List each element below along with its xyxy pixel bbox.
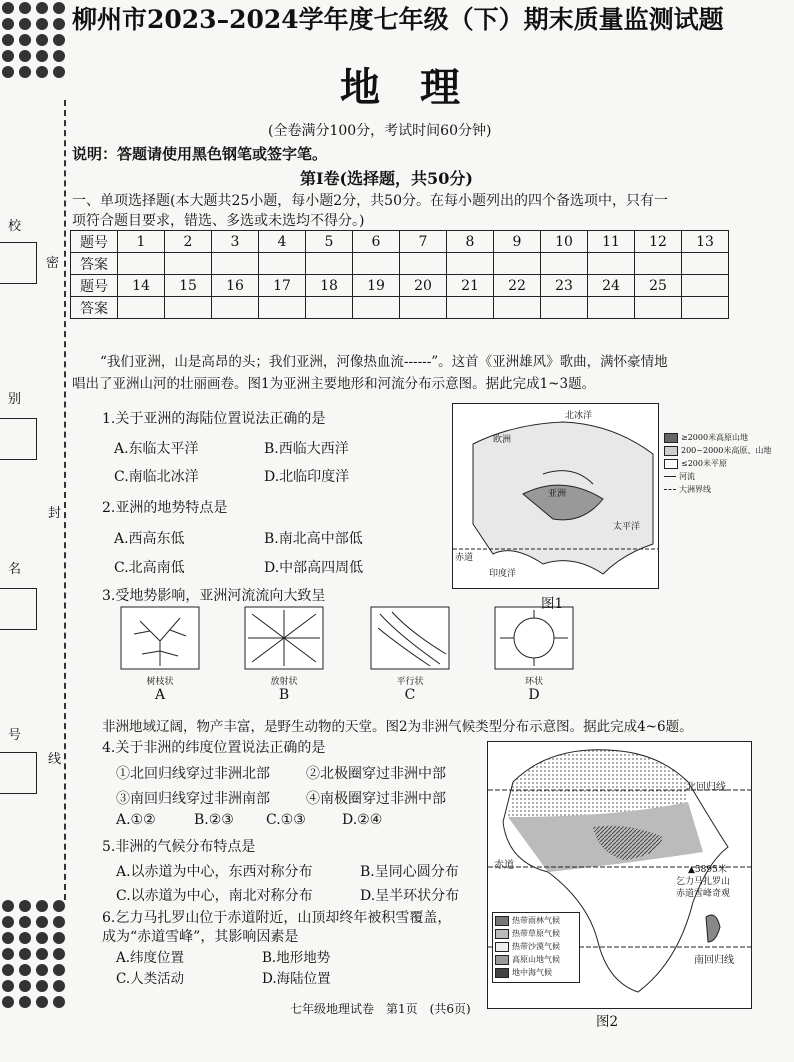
q6-option-d[interactable]: D.海陆位置	[262, 971, 331, 987]
table-cell: 15	[165, 275, 212, 297]
legend-item: 大洲界线	[664, 484, 784, 495]
legend-item: 高原山地气候	[495, 954, 577, 965]
q3-stem: 3.受地势影响，亚洲河流流向大致呈	[102, 588, 326, 604]
q5-option-a[interactable]: A.以赤道为中心，东西对称分布	[116, 864, 313, 880]
africa-climate-map	[487, 741, 752, 1009]
answer-cell[interactable]	[165, 253, 212, 275]
label-pacific: 太平洋	[613, 522, 641, 532]
ring-pattern-icon	[494, 606, 574, 670]
figure-caption: 环状	[524, 677, 543, 687]
label-equator: 赤道	[455, 553, 474, 563]
section-intro-line1: 一、单项选择题(本大题共25小题，每小题2分，共50分。在每小题列出的四个备选项中，只有一	[72, 193, 668, 209]
q4-option-d[interactable]: D.②④	[342, 812, 383, 828]
answer-cell[interactable]	[259, 253, 306, 275]
label-equator: 赤道	[494, 860, 514, 871]
answer-cell[interactable]	[306, 253, 353, 275]
class-box[interactable]	[0, 418, 37, 460]
section-title: 第Ⅰ卷(选择题，共50分)	[300, 169, 473, 188]
answer-cell[interactable]	[494, 253, 541, 275]
answer-cell[interactable]	[494, 297, 541, 319]
figure-caption: 树枝状	[146, 677, 174, 687]
q5-option-d[interactable]: D.呈半环状分布	[360, 888, 460, 904]
asia-map-legend	[664, 432, 784, 497]
q1-option-a[interactable]: A.东临太平洋	[114, 441, 199, 457]
label-peak-height: ▲5895米	[688, 865, 727, 875]
label-arctic-ocean: 北冰洋	[565, 411, 593, 421]
legend-item: ≥2000米高原山地	[664, 432, 784, 443]
table-cell: 17	[259, 275, 306, 297]
table-cell	[682, 275, 729, 297]
table-cell: 8	[447, 231, 494, 253]
table-cell: 22	[494, 275, 541, 297]
label-indian-ocean: 印度洋	[489, 569, 517, 579]
top-dot-pattern	[2, 2, 66, 78]
q4-stem: 4.关于非洲的纬度位置说法正确的是	[102, 740, 326, 756]
answer-cell[interactable]	[353, 297, 400, 319]
answer-cell[interactable]	[541, 297, 588, 319]
q6-stem-line1: 6.乞力马扎罗山位于赤道附近，山顶却终年被积雪覆盖，	[102, 910, 452, 926]
table-row	[71, 297, 729, 319]
q4-option-b[interactable]: B.②③	[194, 812, 234, 828]
answer-cell[interactable]	[306, 297, 353, 319]
passage1-line1: “我们亚洲，山是高昂的头；我们亚洲，河像热血流------”。这首《亚洲雄风》歌曲，满怀豪情地	[100, 354, 668, 370]
q6-option-c[interactable]: C.人类活动	[116, 971, 185, 987]
figure1-caption: 图1	[541, 596, 564, 612]
figure-letter: C	[404, 687, 416, 703]
q4-option-c[interactable]: C.①③	[266, 812, 306, 828]
radial-pattern-icon	[244, 606, 324, 670]
figure-letter: D	[528, 687, 540, 703]
table-cell: 12	[635, 231, 682, 253]
label-europe: 欧洲	[493, 435, 512, 445]
side-label-class: 别	[8, 392, 22, 407]
legend-item: 河流	[664, 471, 784, 482]
legend-item: ≤200米平原	[664, 458, 784, 469]
q1-option-b[interactable]: B.西临大西洋	[264, 441, 349, 457]
legend-item: 热带草原气候	[495, 928, 577, 939]
figure-caption: 平行状	[396, 677, 424, 687]
q6-option-a[interactable]: A.纬度位置	[116, 950, 185, 966]
exam-info: (全卷满分100分，考试时间60分钟)	[268, 123, 492, 139]
answer-cell[interactable]	[635, 297, 682, 319]
africa-map-legend	[492, 912, 580, 983]
table-cell: 1	[118, 231, 165, 253]
table-cell: 5	[306, 231, 353, 253]
passage1-line2: 唱出了亚洲山河的壮丽画卷。图1为亚洲主要地形和河流分布示意图。据此完成1~3题。	[72, 376, 596, 392]
table-cell: 答案	[71, 297, 118, 319]
figure-letter: B	[278, 687, 290, 703]
section-intro-line2: 项符合题目要求，错选、多选或未选均不得分。)	[72, 213, 365, 229]
side-label-school: 校	[8, 219, 22, 234]
table-cell: 2	[165, 231, 212, 253]
table-cell: 25	[635, 275, 682, 297]
answer-cell[interactable]	[400, 297, 447, 319]
number-box[interactable]	[0, 752, 37, 794]
table-cell: 13	[682, 231, 729, 253]
table-cell: 16	[212, 275, 259, 297]
q4-statement-2: ②北极圈穿过非洲中部	[306, 766, 446, 782]
answer-cell[interactable]	[635, 253, 682, 275]
table-cell: 10	[541, 231, 588, 253]
dendritic-pattern-icon	[120, 606, 200, 670]
q2-option-b[interactable]: B.南北高中部低	[264, 531, 363, 547]
page-footer: 七年级地理试卷 第1页 (共6页)	[290, 1002, 471, 1016]
q1-stem: 1.关于亚洲的海陆位置说法正确的是	[102, 411, 326, 427]
q2-option-d[interactable]: D.中部高四周低	[264, 560, 364, 576]
answer-cell[interactable]	[588, 253, 635, 275]
binding-dashed-line	[64, 100, 66, 900]
q5-option-c[interactable]: C.以赤道为中心，南北对称分布	[116, 888, 313, 904]
figure-letter: A	[154, 687, 166, 703]
passage2-line1: 非洲地域辽阔，物产丰富，是野生动物的天堂。图2为非洲气候类型分布示意图。据此完成4~6题。	[102, 719, 693, 735]
answer-cell[interactable]	[447, 253, 494, 275]
answer-cell[interactable]	[682, 253, 729, 275]
answer-cell[interactable]	[353, 253, 400, 275]
table-cell: 14	[118, 275, 165, 297]
table-cell: 20	[400, 275, 447, 297]
q1-option-d[interactable]: D.北临印度洋	[264, 469, 350, 485]
legend-item: 地中海气候	[495, 967, 577, 978]
river-figure-dendritic[interactable]	[120, 606, 200, 703]
figure2-caption: 图2	[596, 1014, 619, 1030]
q2-option-a[interactable]: A.西高东低	[114, 531, 185, 547]
table-cell: 24	[588, 275, 635, 297]
q1-option-c[interactable]: C.南临北冰洋	[114, 469, 199, 485]
figure-caption: 放射状	[270, 677, 298, 687]
side-label-name: 名	[8, 562, 22, 577]
answer-table	[70, 230, 729, 319]
answer-cell[interactable]	[118, 297, 165, 319]
river-figure-ring[interactable]	[494, 606, 574, 703]
seal-word-xian: 线	[48, 752, 62, 767]
side-label-number: 号	[8, 728, 22, 743]
legend-item: 热带沙漠气候	[495, 941, 577, 952]
table-cell: 18	[306, 275, 353, 297]
q4-statement-4: ④南极圈穿过非洲中部	[306, 791, 446, 807]
label-kilimanjaro: 乞力马扎罗山	[676, 877, 731, 887]
asia-map	[452, 403, 659, 589]
answer-cell[interactable]	[212, 297, 259, 319]
answer-cell[interactable]	[400, 253, 447, 275]
bottom-dot-pattern	[2, 900, 66, 1008]
q4-statement-1: ①北回归线穿过非洲北部	[116, 766, 270, 782]
answer-cell[interactable]	[541, 253, 588, 275]
q5-stem: 5.非洲的气候分布特点是	[102, 839, 256, 855]
table-cell: 7	[400, 231, 447, 253]
q2-option-c[interactable]: C.北高南低	[114, 560, 185, 576]
label-tropic-of-cancer: 北回归线	[686, 782, 726, 793]
table-row	[71, 231, 729, 253]
table-cell: 答案	[71, 253, 118, 275]
answer-cell[interactable]	[165, 297, 212, 319]
table-cell: 6	[353, 231, 400, 253]
legend-item: 200~2000米高原、山地	[664, 445, 784, 456]
table-cell: 11	[588, 231, 635, 253]
answer-cell[interactable]	[118, 253, 165, 275]
answer-cell[interactable]	[212, 253, 259, 275]
instruction-note: 说明：答题请使用黑色钢笔或签字笔。	[72, 145, 328, 163]
subject-title: 地理	[340, 64, 500, 111]
exam-title: 柳州市2023–2024学年度七年级（下）期末质量监测试题	[72, 5, 724, 34]
q5-option-b[interactable]: B.呈同心圆分布	[360, 864, 459, 880]
answer-cell[interactable]	[682, 297, 729, 319]
q2-stem: 2.亚洲的地势特点是	[102, 500, 228, 516]
table-cell: 19	[353, 275, 400, 297]
table-cell: 9	[494, 231, 541, 253]
table-cell: 4	[259, 231, 306, 253]
q6-option-b[interactable]: B.地形地势	[262, 950, 331, 966]
q4-statement-3: ③南回归线穿过非洲南部	[116, 791, 270, 807]
answer-cell[interactable]	[259, 297, 306, 319]
seal-word-feng: 封	[48, 506, 62, 521]
answer-cell[interactable]	[588, 297, 635, 319]
table-row	[71, 275, 729, 297]
seal-word-mi: 密	[46, 256, 60, 271]
table-cell: 23	[541, 275, 588, 297]
table-cell: 21	[447, 275, 494, 297]
river-figure-parallel[interactable]	[370, 606, 450, 703]
answer-cell[interactable]	[447, 297, 494, 319]
q6-stem-line2: 成为“赤道雪峰”，其影响因素是	[102, 929, 299, 945]
table-cell: 题号	[71, 275, 118, 297]
q4-option-a[interactable]: A.①②	[116, 812, 156, 828]
label-snow-peak: 赤道雪峰奇观	[676, 889, 731, 899]
parallel-pattern-icon	[370, 606, 450, 670]
table-row	[71, 253, 729, 275]
label-asia: 亚洲	[548, 489, 567, 499]
legend-item: 热带雨林气候	[495, 915, 577, 926]
table-cell: 3	[212, 231, 259, 253]
table-cell: 题号	[71, 231, 118, 253]
label-tropic-of-capricorn: 南回归线	[694, 955, 734, 966]
river-figure-radial[interactable]	[244, 606, 324, 703]
school-box[interactable]	[0, 242, 37, 284]
name-box[interactable]	[0, 588, 37, 630]
